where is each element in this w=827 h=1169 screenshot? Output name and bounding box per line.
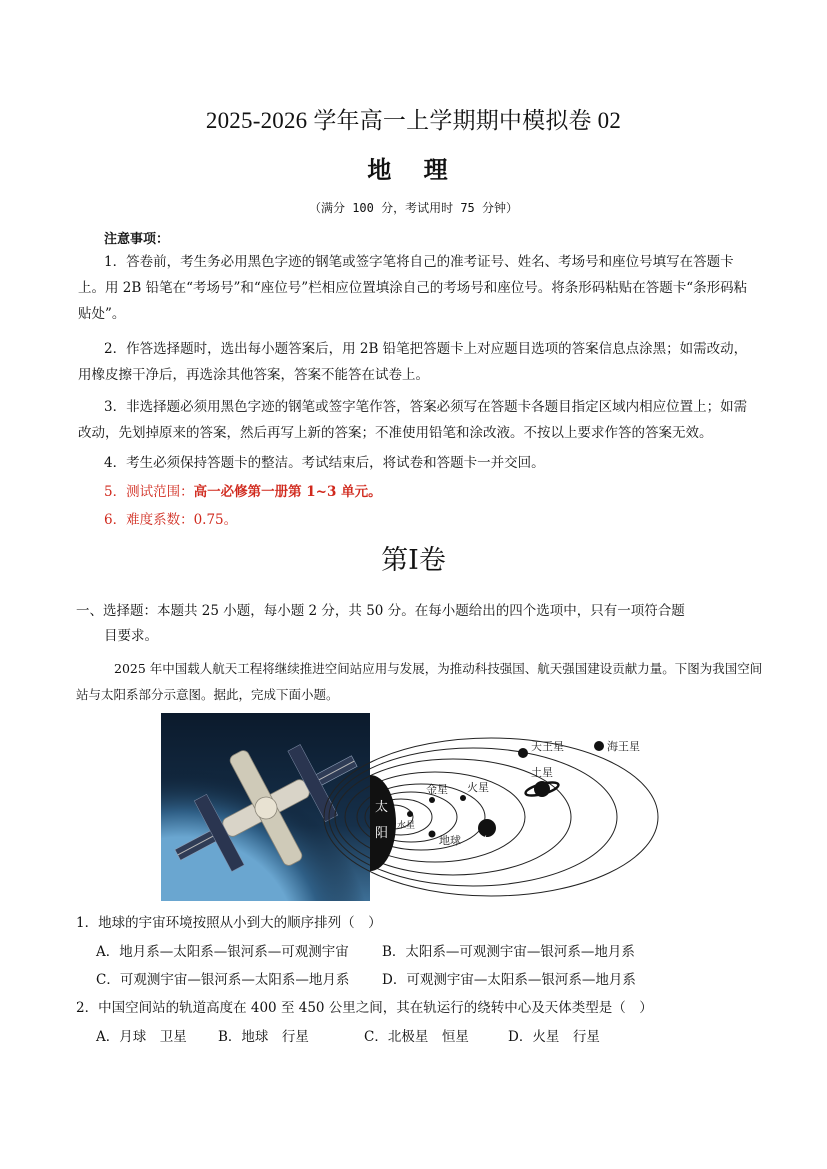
question-1-option-c: C．可观测宇宙—银河系—太阳系—地月系 (96, 972, 350, 988)
figure-space-station-solar-system (161, 713, 661, 901)
notice-heading: 注意事项： (104, 232, 170, 247)
question-1-option-b: B．太阳系—可观测宇宙—银河系—地月系 (382, 944, 635, 960)
label-earth: 地球 (439, 834, 461, 847)
notice-item-5-prefix: 5．测试范围： (104, 484, 194, 500)
planet-mercury-icon (407, 811, 413, 817)
space-station-photo (161, 713, 383, 901)
planet-mars-icon (460, 795, 466, 801)
notice-item-5-body: 高一必修第一册第 1~3 单元。 (193, 484, 382, 500)
question-1-stem: 1．地球的宇宙环境按照从小到大的顺序排列（ ） (76, 915, 382, 931)
label-venus: 金星 (426, 783, 448, 796)
label-jupiter: 木星 (480, 835, 502, 848)
sun-label-1: 太 (375, 800, 389, 815)
section-title: 第Ⅰ卷 (381, 545, 446, 575)
section-intro-line-1: 一、选择题：本题共 25 小题，每小题 2 分，共 50 分。在每小题给出的四个选项中，只有一项符合题 (76, 603, 685, 619)
notice-item-5 (104, 480, 382, 500)
question-1-option-d: D．可观测宇宙—太阳系—银河系—地月系 (382, 972, 636, 988)
label-uranus: 天王星 (531, 740, 564, 753)
question-2-option-a: A．月球 卫星 (96, 1029, 187, 1045)
exam-title: 2025-2026 学年高一上学期期中模拟卷 02 (205, 108, 622, 133)
section-intro-line-2: 目要求。 (104, 628, 158, 644)
question-1-option-a: A．地月系—太阳系—银河系—可观测宇宙 (96, 944, 349, 960)
subject-title: 地 理 (367, 155, 460, 184)
notice-item-4: 4．考生必须保持答题卡的整洁。考试结束后，将试卷和答题卡一并交回。 (104, 455, 545, 471)
sun-label-2: 阳 (375, 826, 389, 841)
score-note: （满分 100 分，考试用时 75 分钟） (308, 201, 519, 215)
planet-venus-icon (429, 797, 435, 803)
notice-item-2: 2．作答选择题时，选出每小题答案后，用 2B 铅笔把答题卡上对应题目选项的答案信息点涂黑；如需改动，用橡皮擦干净后，再选涂其他答案，答案不能答在试卷上。 (78, 341, 748, 383)
label-saturn: 土星 (531, 766, 553, 779)
question-stem: 2025 年中国载人航天工程将继续推进空间站应用与发展，为推动科技强国、航天强国建设贡献力量。下图为我国空间站与太阳系部分示意图。据此，完成下面小题。 (76, 661, 763, 702)
planet-earth-icon (429, 831, 436, 838)
question-2-stem: 2．中国空间站的轨道高度在 400 至 450 公里之间，其在轨运行的绕转中心及天体类型是（ ） (76, 1000, 653, 1016)
figure-svg (161, 713, 661, 901)
label-mercury: 水星 (397, 821, 416, 831)
label-neptune: 海王星 (607, 740, 640, 753)
notice-item-6: 6．难度系数：0.75。 (104, 512, 238, 528)
label-mars: 火星 (467, 781, 489, 794)
question-2-option-b: B．地球 行星 (218, 1029, 309, 1045)
planet-saturn-icon (524, 780, 559, 798)
planet-neptune-icon (594, 741, 604, 751)
notice-item-3: 3．非选择题必须用黑色字迹的钢笔或签字笔作答，答案必须写在答题卡各题目指定区域内相应位置上；如需改动，先划掉原来的答案，然后再写上新的答案；不准使用铅笔和涂改液。不按以上要求作答的答案无效。 (78, 399, 748, 441)
question-2-option-c: C．北极星 恒星 (364, 1029, 469, 1045)
notice-item-1: 1．答卷前，考生务必用黑色字迹的钢笔或签字笔将自己的准考证号、姓名、考场号和座位号填写在答题卡上。用 2B 铅笔在“考场号”和“座位号”栏相应位置填涂自己的考场号和座位号。将条形码粘贴在答题卡“条形码粘贴处”。 (78, 254, 748, 322)
planet-uranus-icon (518, 748, 528, 758)
question-2-option-d: D．火星 行星 (508, 1029, 600, 1045)
